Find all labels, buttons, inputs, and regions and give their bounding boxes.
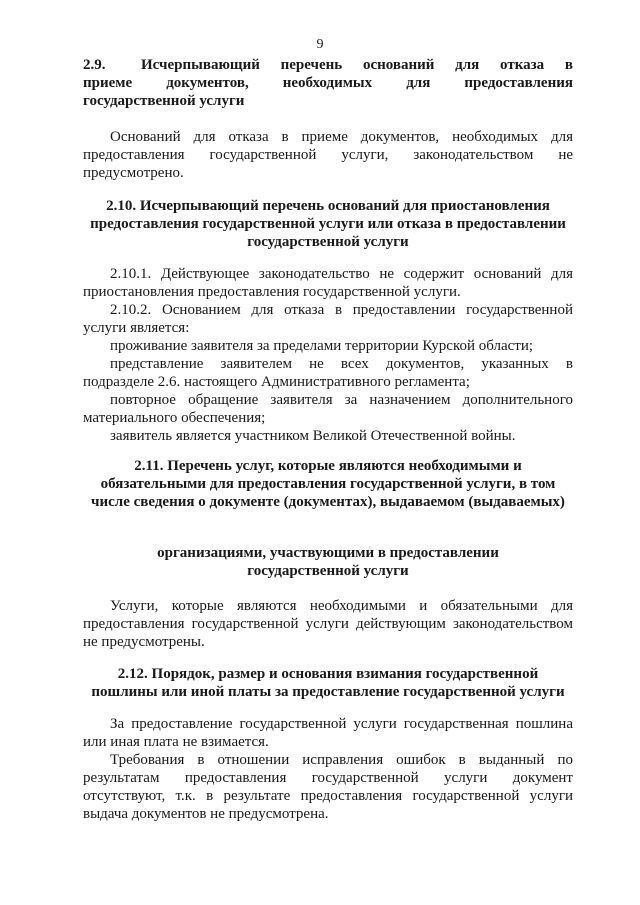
paragraph-line: 2.10.1. Действующее законодательство не содержит оснований для [110,266,573,282]
paragraph-line: выдача документов не предусмотрена. [83,806,329,822]
heading-line: обязательными для предоставления государственной услуги, в том [100,476,556,492]
heading-line: числе сведения о документе (документах), выдаваемом (выдаваемых) [91,494,565,510]
paragraph-line: или иная плата не взимается. [83,734,269,750]
paragraph-line: 2.10.2. Основанием для отказа в предоставлении государственной [110,302,573,318]
section-2-9-paragraph [83,128,573,182]
section-2-12-heading [83,665,573,701]
list-item: материального обеспечения; [83,410,266,426]
heading-line: предоставления государственной услуги или отказа в предоставлении [90,216,566,232]
section-2-9-heading [83,56,573,110]
list-item: подразделе 2.6. настоящего Административного регламента; [83,374,470,390]
heading-line: 2.10. Исчерпывающий перечень оснований для приостановления [106,198,550,214]
section-2-11-paragraph [83,597,573,651]
heading-line: организациями, участвующими в предоставлении [157,545,499,561]
list-item: представление заявителем не всех документов, указанных в [110,356,573,372]
paragraph-line: предоставления государственной услуги действующим законодательством [83,616,573,632]
paragraph-line: результатам предоставления государственной услуги документ [83,770,573,786]
section-number: 2.9. [83,57,106,73]
section-2-11-heading-continued [83,544,573,580]
paragraph-line: приостановления предоставления государственной услуги. [83,284,461,300]
paragraph-line: отсутствуют, т.к. в результате предоставления государственной услуги [83,788,573,804]
heading-line: 2.11. Перечень услуг, которые являются необходимыми и [134,458,522,474]
list-item: проживание заявителя за пределами территории Курской области; [110,338,534,354]
paragraph-line: Услуги, которые являются необходимыми и обязательными для [110,598,573,614]
heading-line: государственной услуги [247,563,409,579]
paragraph-line: не предусмотрены. [83,634,205,650]
paragraph-line: Оснований для отказа в приеме документов, необходимых для [110,129,573,145]
heading-line: пошлины или иной платы за предоставление государственной услуги [91,684,565,700]
paragraph-line: услуги является: [83,320,190,336]
paragraph-line: предоставления государственной услуги, законодательством не [83,147,573,163]
section-2-11-heading [83,457,573,511]
section-2-10-heading [83,197,573,251]
list-item: заявитель является участником Великой Отечественной войны. [110,428,516,444]
paragraph-line: предусмотрено. [83,165,184,181]
heading-line: 2.12. Порядок, размер и основания взимания государственной [117,666,539,682]
section-2-10-body [83,265,573,445]
section-2-12-body [83,715,573,823]
paragraph-line: Требования в отношении исправления ошибок в выданный по [110,752,573,768]
paragraph-line: За предоставление государственной услуги государственная пошлина [110,716,573,732]
heading-line: Исчерпывающий перечень оснований для отказа в [141,57,573,73]
heading-line: приеме документов, необходимых для предоставления [83,75,573,91]
heading-line: государственной услуги [247,234,409,250]
list-item: повторное обращение заявителя за назначением дополнительного [110,392,573,408]
heading-line: государственной услуги [83,93,245,109]
page-number: 9 [316,37,324,52]
